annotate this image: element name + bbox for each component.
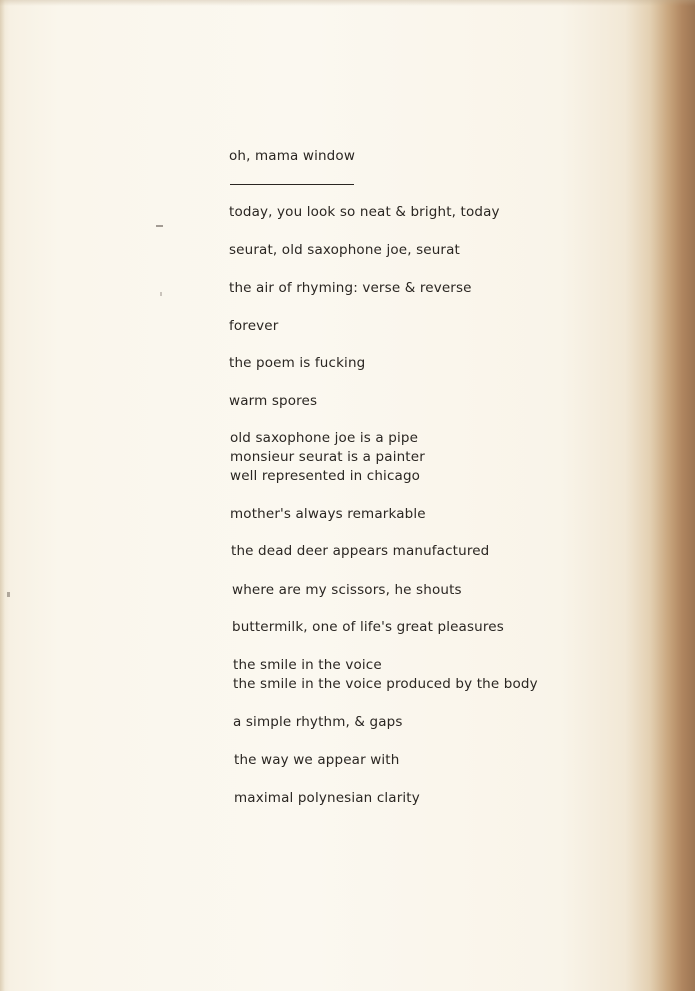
title-underline	[230, 184, 354, 185]
poem-line: a simple rhythm, & gaps	[233, 714, 403, 730]
poem-line: warm spores	[229, 393, 318, 409]
poem-line: forever	[229, 318, 279, 334]
poem-line: monsieur seurat is a painter	[230, 449, 425, 465]
stray-mark	[156, 225, 163, 227]
poem-line: mother's always remarkable	[230, 506, 426, 522]
poem-line: seurat, old saxophone joe, seurat	[229, 242, 461, 258]
poem-line: maximal polynesian clarity	[234, 790, 420, 806]
poem-line: where are my scissors, he shouts	[232, 582, 462, 598]
poem-line: today, you look so neat & bright, today	[229, 204, 500, 220]
poem-title: oh, mama window	[229, 148, 356, 164]
poem-line: buttermilk, one of life's great pleasures	[232, 619, 504, 635]
poem-line: the dead deer appears manufactured	[231, 543, 490, 559]
poem-line: well represented in chicago	[230, 468, 421, 484]
poem-line: the smile in the voice	[233, 657, 382, 673]
poem-line: the poem is fucking	[229, 355, 366, 371]
poem-line: the smile in the voice produced by the body	[233, 676, 538, 692]
poem-line: the way we appear with	[234, 752, 400, 768]
poem-line: old saxophone joe is a pipe	[230, 430, 419, 446]
stray-mark	[160, 292, 162, 296]
poem-line: the air of rhyming: verse & reverse	[229, 280, 472, 296]
stray-mark	[7, 592, 10, 597]
